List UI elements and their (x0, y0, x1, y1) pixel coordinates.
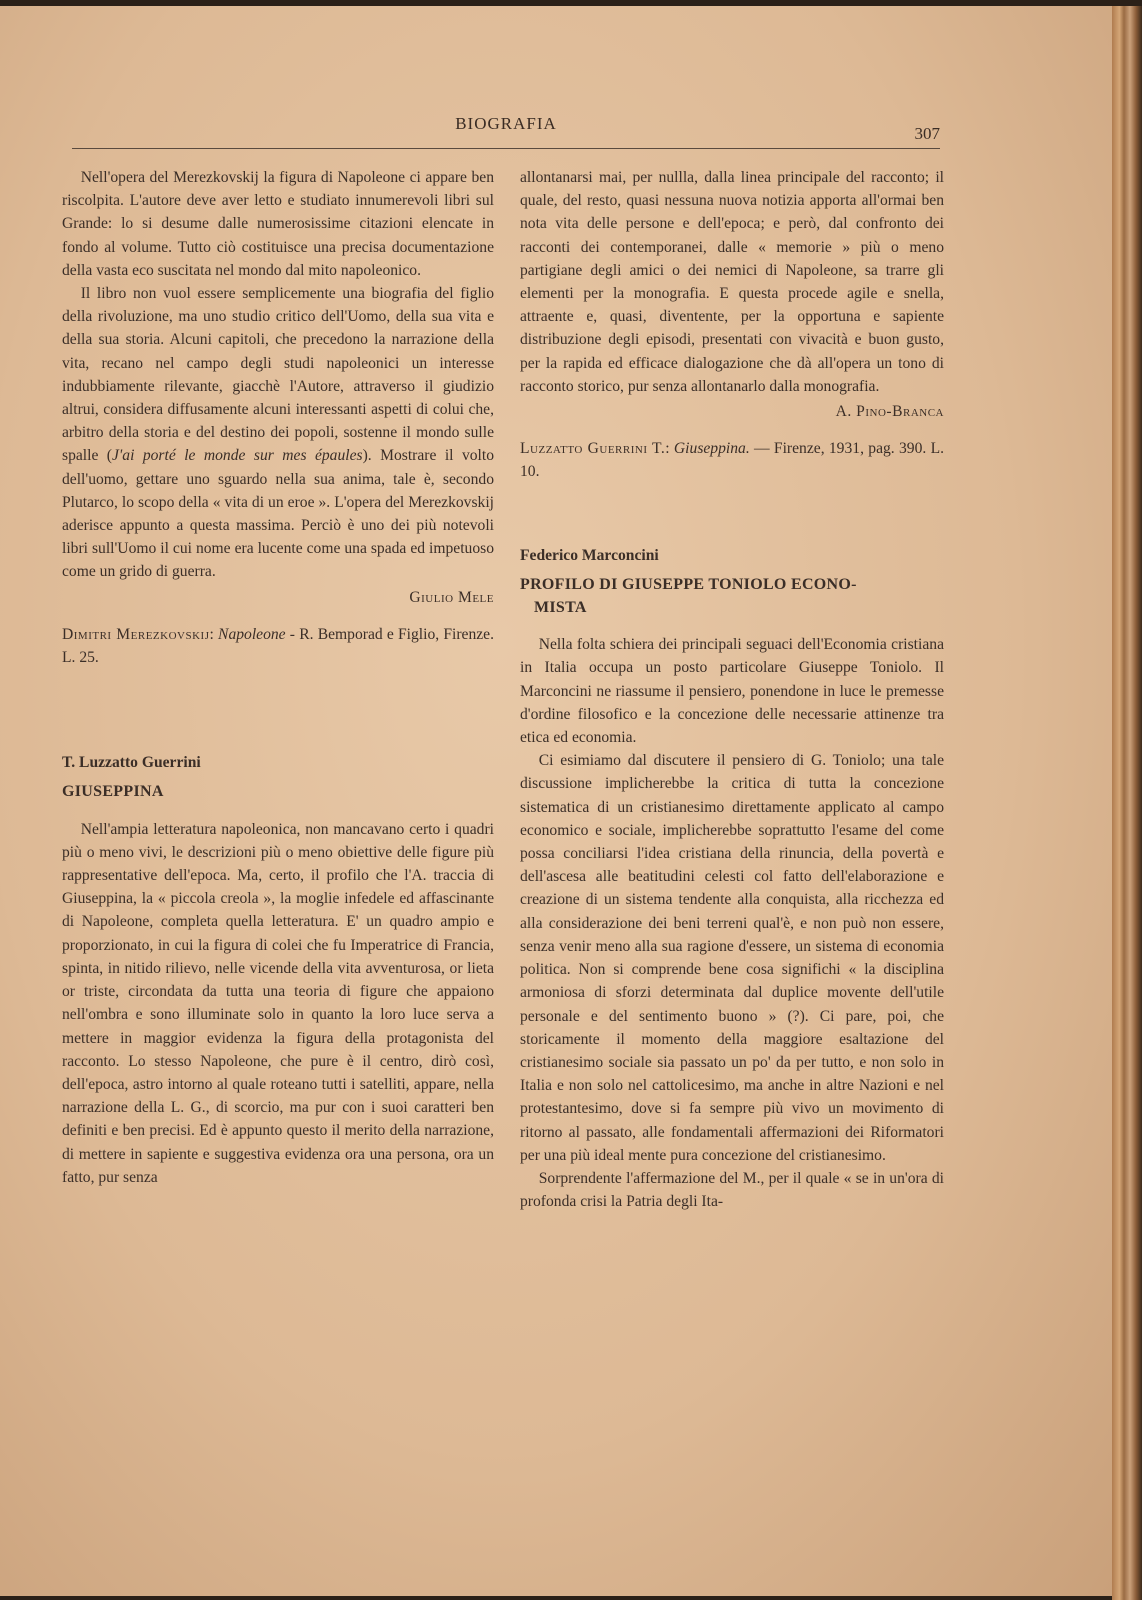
review3-author: Federico Marconcini (520, 546, 659, 564)
review3-title-line2: MISTA (534, 599, 587, 617)
review1-paragraph-1: Nell'opera del Merezkovskij la figura di Napoleone ci appare ben riscolpita. L'autore deve aver letto e studiato innumerevoli libri sul Grande: lo si desume dalle numerosissime citazioni elencate in fondo al volume. Tutto ciò costituisce una precisa documentazione della vasta eco suscitata nel mondo dal mito napoleonico. (62, 169, 494, 279)
book-page (0, 6, 1115, 1596)
book-page-edge (1112, 6, 1142, 1600)
ref2-sep: : (665, 440, 674, 458)
ref2-author: Luzzatto Guerrini T. (520, 440, 666, 458)
review3-title-line1: PROFILO DI GIUSEPPE TONIOLO ECONO- (520, 575, 857, 593)
review1-paragraph-2 (62, 282, 494, 584)
running-header (72, 114, 940, 148)
right-column (520, 166, 944, 1213)
ref1-author: Dimitri Merezkovskij (62, 625, 210, 643)
header-rule (72, 148, 940, 149)
review2-paragraph: Nell'ampia letteratura napoleonica, non mancavano certo i quadri più o meno vivi, le descrizioni più o meno obiettive delle figure più rappresentative dell'epoca. Ma, certo, il profilo che l'A. traccia di Giuseppina, la « piccola creola », la moglie infedele ed affascinante di Napoleone, completa quella letteratura. E' un quadro ampio e proporzionato, in cui la figura di colei che fu Imperatrice di Francia, spinta, in nitido rilievo, nelle vicende della vita avventurosa, or lieta or triste, circondata da tutta una teoria di figure che appaiono nell'ombra e sono illuminate solo in quanto la loro luce serva a mettere in maggior evidenza la figura della protagonista del racconto. Lo stesso Napoleone, che pure è il centro, dirò così, dell'epoca, astro intorno al quale roteano tutti i satelliti, appare, nella narrazione della L. G., di scorcio, ma pur con i suoi caratteri ben definiti e ben precisi. Ed è appunto questo il merito della narrazione, di mettere in sapiente e suggestiva evidenza ora una persona, ora un fatto, pur senza (62, 820, 494, 1186)
review1-paragraph-2-end: ). Mostrare il volto dell'uomo, gettare uno sguardo nella sua anima, tale è, secondo Plutarco, lo scopo della « vita di un eroe ». L'opera del Merezkovskij aderisce appunto a questa massima. Perciò è uno dei più notevoli libri sull'Uomo il cui nome era lucente come una spada ed impetuoso come un grido di guerra. (62, 447, 495, 581)
review2-author: T. Luzzatto Guerrini (62, 754, 201, 772)
review3-paragraph-2: Ci esimiamo dal discutere il pensiero di G. Toniolo; una tale discussione implicherebbe la critica di tutta la concezione sistematica di un cristianesimo direttamente applicato al campo economico e sociale, implicherebbe soprattutto l'esame del come possa conciliarsi l'idea cristiana della rinuncia, della povertà e dell'ascesa alle beatitudini celesti col fatto dell'elaborazione e creazione di un sistema tendente alla conquista, alla ricchezza ed alla considerazione dei beni terreni qual'è, e non può non essere, senza venir meno alla sua ragione d'essere, un sistema di economia politica. Non si comprende bene cosa significhi « la disciplina armoniosa di sforzi determinata dal duplice movente dell'utile personale e del sentimento buono » (?). Ci pare, poi, che storicamente il momento della maggiore esaltazione del cristianesimo sociale sia passato un po' da per tutto, e non solo in Italia e non solo nel cattolicesimo, ma anche in altre Nazioni e nel protestantesimo, dove si fa sempre più vivo un movimento di ritorno al passato, alle fondamentali affermazioni dei Riformatori per una più ideal mente pura concezione del cristianesimo. (520, 752, 944, 1164)
ref1-title: Napoleone (218, 625, 286, 643)
book-reference-2 (520, 437, 944, 483)
section-title: BIOGRAFIA (455, 114, 557, 133)
book-reference-1 (62, 623, 494, 669)
signature-pino-branca: A. Pino-Branca (835, 403, 944, 421)
quote-italic: J'ai porté le monde sur mes épaules (112, 447, 363, 465)
ref2-title: Giuseppina. (673, 440, 750, 458)
review3-paragraph-1: Nella folta schiera dei principali seguaci dell'Economia cristiana in Italia occupa un posto particolare Giuseppe Toniolo. Il Marconcini ne riassume il pensiero, ponendone in luce le premesse d'ordine filosofico e la concezione delle necessarie attinenze tra etica ed economia. (520, 636, 944, 747)
review2-continuation: allontanarsi mai, per nullla, dalla linea principale del racconto; il quale, del resto, quasi nessuna nuova notizia apporta all'ormai ben nota vita delle persone e dell'epoca; e però, dal confronto dei racconti dei contemporanei, dalle « memorie » più o meno partigiane degli amici o dei nemici di Napoleone, sa trarre gli elementi per la monografia. E questa procede agile e snella, attraente e, quasi, diventente, per la opportuna e sapiente distribuzione degli episodi, presentati con vivacità e buon gusto, per la rapida ed efficace dialogazione che dà all'opera un tono di racconto storico, pur senza allontanarlo dalla monografia. (520, 169, 944, 395)
page-number: 307 (914, 124, 940, 143)
signature-giulio-mele: Giulio Mele (409, 588, 494, 606)
review3-title (520, 573, 944, 619)
left-column (62, 166, 494, 1189)
ref1-rest: - R. Bemporad e Figlio, Firenze. L. 25. (62, 625, 495, 667)
review3-paragraph-3: Sorprendente l'affermazione del M., per il quale « se in un'ora di profonda crisi la Patria degli Ita- (520, 1169, 944, 1211)
review1-paragraph-2-start: Il libro non vuol essere semplicemente una biografia del figlio della rivoluzione, ma uno studio critico dell'Uomo, della sua vita e della sua storia. Alcuni capitoli, che precedono la narrazione della vita, recano nel campo degli studi napoleonici un interesse indubbiamente rilevante, giacchè l'Autore, attraverso il giudizio altrui, considera diffusamente alcuni interessanti aspetti di colui che, arbitro della storia e del destino dei popoli, sostenne il mondo sulle spalle ( (62, 285, 494, 465)
ref1-sep: : (209, 625, 219, 643)
ref2-rest: — Firenze, 1931, pag. 390. L. 10. (520, 440, 945, 481)
review2-title: GIUSEPPINA (62, 783, 164, 801)
